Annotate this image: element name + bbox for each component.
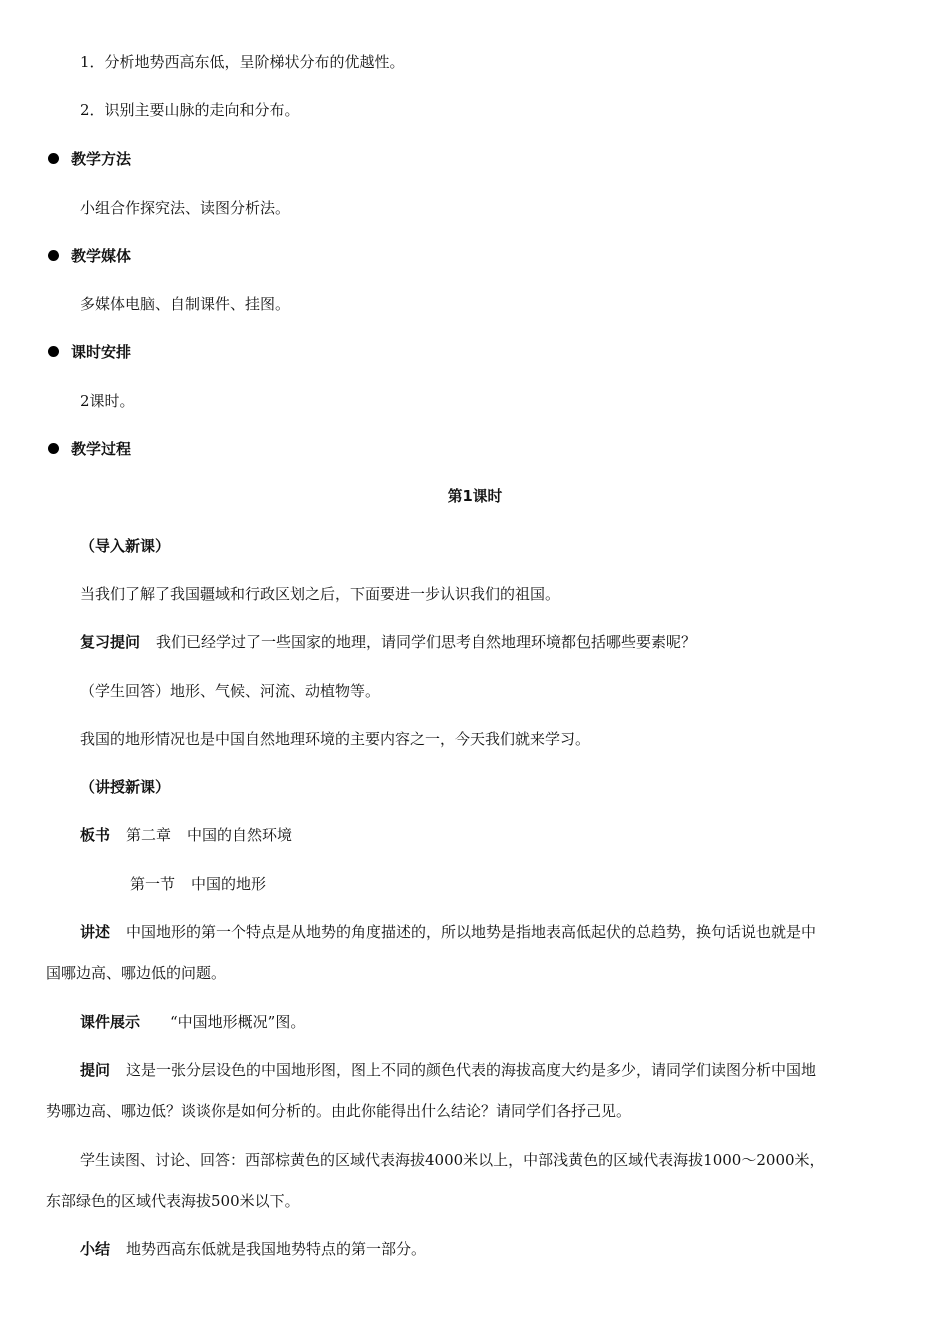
- media-title: 教学媒体: [71, 247, 132, 265]
- board-section-title: 中国的地形: [191, 875, 267, 893]
- transition-text: 我国的地形情况也是中国自然地理环境的主要内容之一，今天我们就来学习。: [80, 730, 591, 748]
- bullet-icon: [48, 250, 59, 261]
- bullet-icon: [48, 346, 59, 357]
- board-line-2: [130, 874, 266, 894]
- courseware-label: 课件展示: [80, 1013, 141, 1031]
- schedule-title: 课时安排: [71, 343, 132, 361]
- media-heading: [48, 246, 131, 266]
- question-line-1: [80, 1060, 816, 1080]
- board-label: 板书: [80, 826, 111, 844]
- methods-content: 小组合作探究法、读图分析法。: [80, 199, 291, 217]
- student-answer: （学生回答）地形、气候、河流、动植物等。: [80, 682, 381, 700]
- board-chapter-title: 中国的自然环境: [187, 826, 293, 844]
- intro-heading: （导入新课）: [80, 537, 171, 555]
- bullet-icon: [48, 153, 59, 164]
- objective-2: 2．识别主要山脉的走向和分布。: [80, 101, 300, 119]
- lecture-line-1: [80, 922, 816, 942]
- summary-text: 地势西高东低就是我国地势特点的第一部分。: [126, 1240, 427, 1258]
- summary-line: [80, 1239, 426, 1259]
- review-question: [80, 632, 696, 652]
- board-chapter: 第二章: [126, 826, 172, 844]
- summary-label: 小结: [80, 1240, 111, 1258]
- review-label: 复习提问: [80, 633, 141, 651]
- question-text-1: 这是一张分层设色的中国地形图，图上不同的颜色代表的海拔高度大约是多少，请同学们读图分析中国地: [126, 1061, 817, 1079]
- discussion-line-1: 学生读图、讨论、回答：西部棕黄色的区域代表海拔4000米以上，中部浅黄色的区域代表海拔1000～2000米，: [80, 1151, 825, 1169]
- process-title: 教学过程: [71, 440, 132, 458]
- process-heading: [48, 439, 131, 459]
- media-content: 多媒体电脑、自制课件、挂图。: [80, 295, 291, 313]
- question-label: 提问: [80, 1061, 111, 1079]
- lesson-title: 第1课时: [447, 488, 503, 505]
- new-lesson-heading: （讲授新课）: [80, 778, 171, 796]
- methods-title: 教学方法: [71, 150, 132, 168]
- objective-1: 1．分析地势西高东低，呈阶梯状分布的优越性。: [80, 53, 405, 71]
- schedule-content: 2课时。: [80, 392, 135, 410]
- methods-heading: [48, 149, 131, 169]
- board-section: 第一节: [130, 875, 176, 893]
- board-line-1: [80, 825, 292, 845]
- review-text: 我们已经学过了一些国家的地理，请同学们思考自然地理环境都包括哪些要素呢？: [156, 633, 697, 651]
- discussion-line-2: 东部绿色的区域代表海拔500米以下。: [46, 1192, 300, 1210]
- lecture-label: 讲述: [80, 923, 111, 941]
- intro-text: 当我们了解了我国疆域和行政区划之后，下面要进一步认识我们的祖国。: [80, 585, 561, 603]
- bullet-icon: [48, 443, 59, 454]
- courseware-line: [80, 1012, 305, 1032]
- lecture-text-1: 中国地形的第一个特点是从地势的角度描述的，所以地势是指地表高低起伏的总趋势，换句话说也就是中: [126, 923, 817, 941]
- lecture-line-2: 国哪边高、哪边低的问题。: [46, 964, 227, 982]
- courseware-text: “中国地形概况”图。: [170, 1013, 306, 1031]
- question-line-2: 势哪边高、哪边低？谈谈你是如何分析的。由此你能得出什么结论？请同学们各抒己见。: [46, 1102, 632, 1120]
- schedule-heading: [48, 342, 131, 362]
